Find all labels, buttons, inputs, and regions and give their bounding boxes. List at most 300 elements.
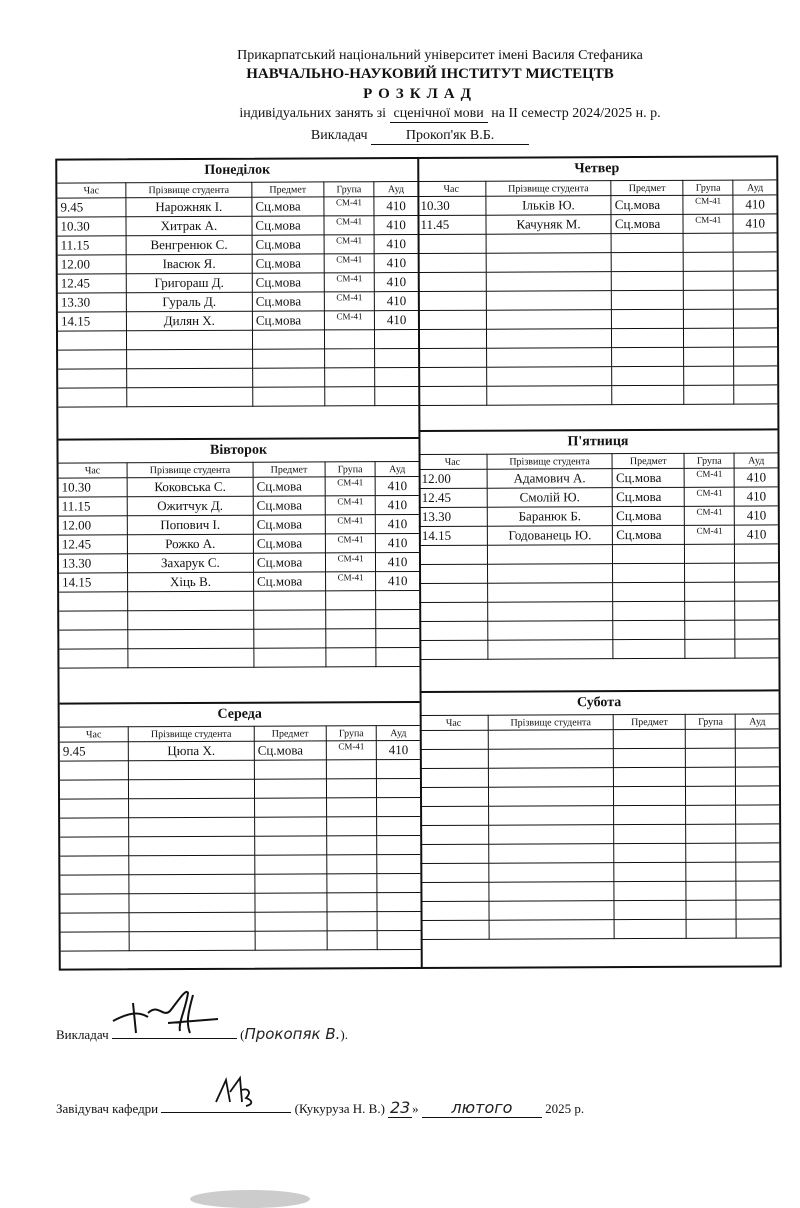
table-row [60,759,420,780]
cell-subject [613,620,685,639]
cell-room [736,881,779,900]
cell-room [734,271,777,290]
cell-student [127,387,253,407]
table-header-row [419,453,778,470]
cell-student [486,329,612,349]
cell-student: Коковська С. [127,477,253,497]
table-row [58,386,418,407]
table-row [419,468,778,489]
cell-time: 14.15 [59,573,127,592]
cell-student [488,787,614,807]
cell-time: 11.15 [58,236,126,255]
table-row [61,911,421,932]
column-header-group: Група [325,462,375,477]
cell-student [129,836,255,856]
cell-student: Годованець Ю. [487,526,613,546]
column-header-room: Ауд [733,180,776,195]
footer-teacher-label: Викладач [56,1027,109,1042]
cell-group: СМ-41 [324,292,374,311]
cell-student [487,621,613,641]
teacher-label: Викладач [310,128,368,143]
cell-group: СМ-41 [325,515,375,534]
day-title-tuesday: Вівторок [209,442,268,458]
cell-time: 14.15 [419,526,487,545]
table-row [420,862,779,883]
column-header-time: Час [57,183,125,198]
table-header-row [420,714,779,731]
cell-group [685,563,735,582]
table-header-row [417,180,776,197]
cell-student [486,234,612,254]
date-day: 23 [389,1098,411,1117]
cell-subject [611,252,683,271]
cell-subject: Сц.мова [613,525,685,544]
day-block-monday [57,159,418,439]
cell-time [418,310,486,329]
cell-room: 410 [376,514,419,533]
cell-subject: Сц.мова [613,506,685,525]
schedule-table-monday [57,181,418,408]
cell-subject: Сц.мова [253,515,325,534]
cell-room [377,797,420,816]
cell-subject [255,874,327,893]
cell-room [734,309,777,328]
cell-subject: Сц.мова [252,273,324,292]
cell-room [736,786,779,805]
table-row [58,292,418,313]
schedule-table-friday [419,452,779,660]
cell-room [735,582,778,601]
day-title-wednesday: Середа [217,706,262,722]
table-row [60,816,420,837]
cell-group [326,760,376,779]
cell-subject [252,330,324,349]
cell-student [488,844,614,864]
day-block-wednesday [60,701,421,971]
cell-subject [614,900,686,919]
cell-time [60,837,128,856]
cell-time [60,856,128,875]
column-header-room: Ауд [375,461,418,476]
cell-subject [612,347,684,366]
cell-student [488,749,614,769]
cell-room: 410 [375,311,418,330]
table-header-row [59,461,419,478]
cell-room [377,816,420,835]
cell-subject [612,290,684,309]
cell-group [326,779,376,798]
cell-student: Рожко А. [127,534,253,554]
column-header-time: Час [420,715,488,730]
cell-time [420,787,488,806]
left-column [57,159,423,969]
cell-room [736,767,779,786]
cell-room [734,252,777,271]
cell-subject [254,629,326,648]
cell-subject [612,366,684,385]
cell-time [60,799,128,818]
teacher-sign-close: ). [340,1027,348,1042]
cell-group: СМ-41 [684,506,734,525]
table-row [60,740,420,761]
cell-room [377,854,420,873]
cell-room: 410 [735,506,778,525]
table-row [60,873,420,894]
cell-time [420,863,488,882]
date-year: 2025 р. [545,1101,585,1116]
cell-group: СМ-41 [683,214,733,233]
cell-time [60,780,128,799]
cell-subject [612,328,684,347]
cell-student [486,367,612,387]
cell-subject [255,855,327,874]
schedule-table-thursday [417,179,777,406]
cell-subject [253,368,325,387]
cell-time: 10.30 [417,196,485,215]
column-header-subject: Предмет [254,726,326,741]
cell-time [420,749,488,768]
cell-student: Баранюк Б. [487,507,613,527]
cell-student [128,798,254,818]
table-row [420,748,779,769]
cell-time: 13.30 [59,554,127,573]
cell-student [128,610,254,630]
cell-room [733,233,776,252]
cell-time: 9.45 [57,198,125,217]
cell-student [486,386,612,406]
cell-room [734,366,777,385]
cell-student: Нарожняк І. [126,197,252,217]
university-name: Прикарпатський національний університет імені Василя Стефаника [237,48,643,63]
cell-group: СМ-41 [325,534,375,553]
table-row [59,628,419,649]
cell-room [734,385,777,404]
column-header-group: Група [685,714,735,729]
cell-group [685,639,735,658]
cell-subject: Сц.мова [252,216,324,235]
column-header-subject: Предмет [612,453,684,468]
cell-student: Венгренюк С. [126,235,252,255]
cell-subject [252,349,324,368]
day-block-saturday [420,689,780,969]
cell-student [129,931,255,951]
cell-group [684,328,734,347]
cell-room: 410 [734,468,777,487]
table-row [420,900,779,921]
cell-student: Качуняк М. [486,215,612,235]
cell-subject [253,387,325,406]
table-row [420,843,779,864]
cell-group: СМ-41 [324,216,374,235]
table-row [420,805,779,826]
cell-subject: Сц.мова [252,292,324,311]
cell-student: Попович І. [127,515,253,535]
cell-subject: Сц.мова [611,195,683,214]
cell-student [126,349,252,369]
cell-student [486,272,612,292]
table-row [60,835,420,856]
cell-group: СМ-41 [324,273,374,292]
cell-time [58,369,126,388]
cell-room [377,759,420,778]
cell-room [377,892,420,911]
cell-time [419,564,487,583]
cell-time [60,761,128,780]
table-row [57,197,417,218]
cell-time [419,602,487,621]
cell-room [377,911,420,930]
cell-student [129,874,255,894]
cell-student [489,882,615,902]
cell-time: 12.00 [59,516,127,535]
column-header-student: Прізвище студента [488,715,614,731]
column-header-room: Ауд [374,182,417,197]
cell-subject: Сц.мова [612,468,684,487]
teacher-sign-open: ( [240,1027,245,1042]
cell-group [683,271,733,290]
cell-room [735,563,778,582]
table-row [419,544,778,565]
subtitle-suffix: на ІІ семестр 2024/2025 н. р. [491,106,661,121]
cell-student [128,760,254,780]
cell-group [327,874,377,893]
cell-student [129,912,255,932]
cell-subject [612,385,684,404]
cell-subject [255,931,327,950]
table-row [61,930,421,951]
cell-group [326,610,376,629]
cell-subject [613,563,685,582]
cell-room [375,367,418,386]
cell-group [685,601,735,620]
cell-time [59,649,127,668]
table-row [418,309,777,330]
cell-group: СМ-41 [325,477,375,496]
cell-room: 410 [374,235,417,254]
cell-room [375,330,418,349]
cell-group: СМ-41 [325,496,375,515]
cell-room: 410 [376,552,419,571]
cell-room [736,805,779,824]
cell-group [326,591,376,610]
cell-subject: Сц.мова [252,311,324,330]
table-row [59,552,419,573]
day-title-thursday: Четвер [574,161,620,177]
day-block-thursday [417,157,777,430]
table-row [60,778,420,799]
table-row [418,385,777,406]
cell-time [418,291,486,310]
cell-subject [614,767,686,786]
cell-student [489,863,615,883]
cell-group [683,290,733,309]
cell-time [418,386,486,405]
cell-room: 410 [733,214,776,233]
cell-time: 14.15 [58,312,126,331]
cell-group [685,582,735,601]
column-header-room: Ауд [734,453,777,468]
cell-room: 410 [375,476,418,495]
cell-room: 410 [374,254,417,273]
cell-time [420,730,488,749]
cell-group [327,893,377,912]
cell-time [59,630,127,649]
cell-time [420,825,488,844]
table-row [418,290,777,311]
cell-subject [254,798,326,817]
column-header-group: Група [683,180,733,195]
cell-room: 410 [735,525,778,544]
cell-student [488,825,614,845]
table-row [59,609,419,630]
cell-subject [255,893,327,912]
cell-student [128,629,254,649]
column-header-time: Час [419,454,487,469]
cell-student [488,730,614,750]
table-row [421,919,780,940]
cell-room [375,386,418,405]
cell-subject: Сц.мова [253,477,325,496]
cell-group [686,805,736,824]
teacher-name: Прокоп'як В.Б. [371,128,529,145]
head-signature-line [56,1098,584,1118]
column-header-subject: Предмет [614,714,686,729]
cell-student [128,591,254,611]
table-row [59,495,419,516]
cell-room [734,328,777,347]
cell-time [58,350,126,369]
cell-time [419,545,487,564]
cell-student: Цюпа Х. [128,741,254,761]
table-row [420,824,779,845]
cell-student [488,640,614,660]
cell-time [420,768,488,787]
column-header-student: Прізвище студента [487,454,613,470]
table-header-row [57,182,417,199]
cell-subject [613,639,685,658]
cell-student: Івасюк Я. [126,254,252,274]
cell-room [736,824,779,843]
cell-time: 12.00 [58,255,126,274]
day-title-friday: П'ятниця [567,434,629,450]
cell-time [61,932,129,951]
teacher-sign-name: Прокопяк В. [244,1025,341,1043]
cell-time [418,253,486,272]
column-header-group: Група [684,453,734,468]
cell-group [327,931,377,950]
cell-student [127,368,253,388]
cell-group [686,767,736,786]
table-row [419,525,778,546]
cell-group [686,824,736,843]
cell-group [686,843,736,862]
cell-time [59,611,127,630]
cell-student [486,348,612,368]
column-header-student: Прізвище студента [127,462,253,478]
cell-room [735,601,778,620]
cell-group: СМ-41 [684,468,734,487]
cell-subject: Сц.мова [253,553,325,572]
cell-group [685,729,735,748]
day-title-monday: Понеділок [204,162,271,178]
cell-subject [614,843,686,862]
table-row [418,233,777,254]
cell-room [736,862,779,881]
table-row [418,347,777,368]
cell-subject [614,824,686,843]
page-title: РОЗКЛАД [363,86,477,102]
cell-group [327,912,377,931]
cell-group: СМ-41 [684,525,734,544]
cell-subject [254,817,326,836]
subtitle-prefix: індивідуальних занять зі [239,106,387,121]
cell-group [686,862,736,881]
cell-student: Ожитчук Д. [127,496,253,516]
cell-subject: Сц.мова [254,741,326,760]
table-row [417,214,776,235]
cell-subject [611,233,683,252]
cell-time: 11.45 [417,215,485,234]
cell-subject [614,881,686,900]
cell-student [128,779,254,799]
cell-subject [614,748,686,767]
cell-student [488,768,614,788]
cell-student [129,893,255,913]
cell-room [736,843,779,862]
cell-subject: Сц.мова [252,197,324,216]
scan-artifact [190,1190,310,1208]
table-row [419,620,778,641]
cell-student: Дилян Х. [126,311,252,331]
cell-subject [614,786,686,805]
cell-subject: Сц.мова [253,534,325,553]
cell-group [686,881,736,900]
cell-room [377,930,420,949]
day-block-friday [418,428,778,693]
cell-time [60,875,128,894]
cell-group: СМ-41 [683,195,733,214]
cell-student [489,920,615,940]
cell-subject [254,760,326,779]
cell-room: 410 [735,487,778,506]
cell-group [685,748,735,767]
institute-name: НАВЧАЛЬНО-НАУКОВИЙ ІНСТИТУТ МИСТЕЦТВ [246,66,614,82]
table-row [417,195,776,216]
cell-group [684,309,734,328]
cell-time [419,640,487,659]
cell-group [324,349,374,368]
cell-group [684,366,734,385]
cell-subject [614,862,686,881]
cell-time [421,920,489,939]
cell-time [61,913,129,932]
cell-student [489,901,615,921]
table-row [58,311,418,332]
cell-room: 410 [376,533,419,552]
cell-time [419,621,487,640]
cell-student [487,602,613,622]
cell-group [684,347,734,366]
cell-subject [254,779,326,798]
cell-group: СМ-41 [324,311,374,330]
table-row [418,328,777,349]
cell-subject [613,544,685,563]
table-row [58,273,418,294]
cell-subject [613,582,685,601]
teacher-line [20,128,800,145]
cell-time [420,844,488,863]
cell-student: Хитрак А. [126,216,252,236]
